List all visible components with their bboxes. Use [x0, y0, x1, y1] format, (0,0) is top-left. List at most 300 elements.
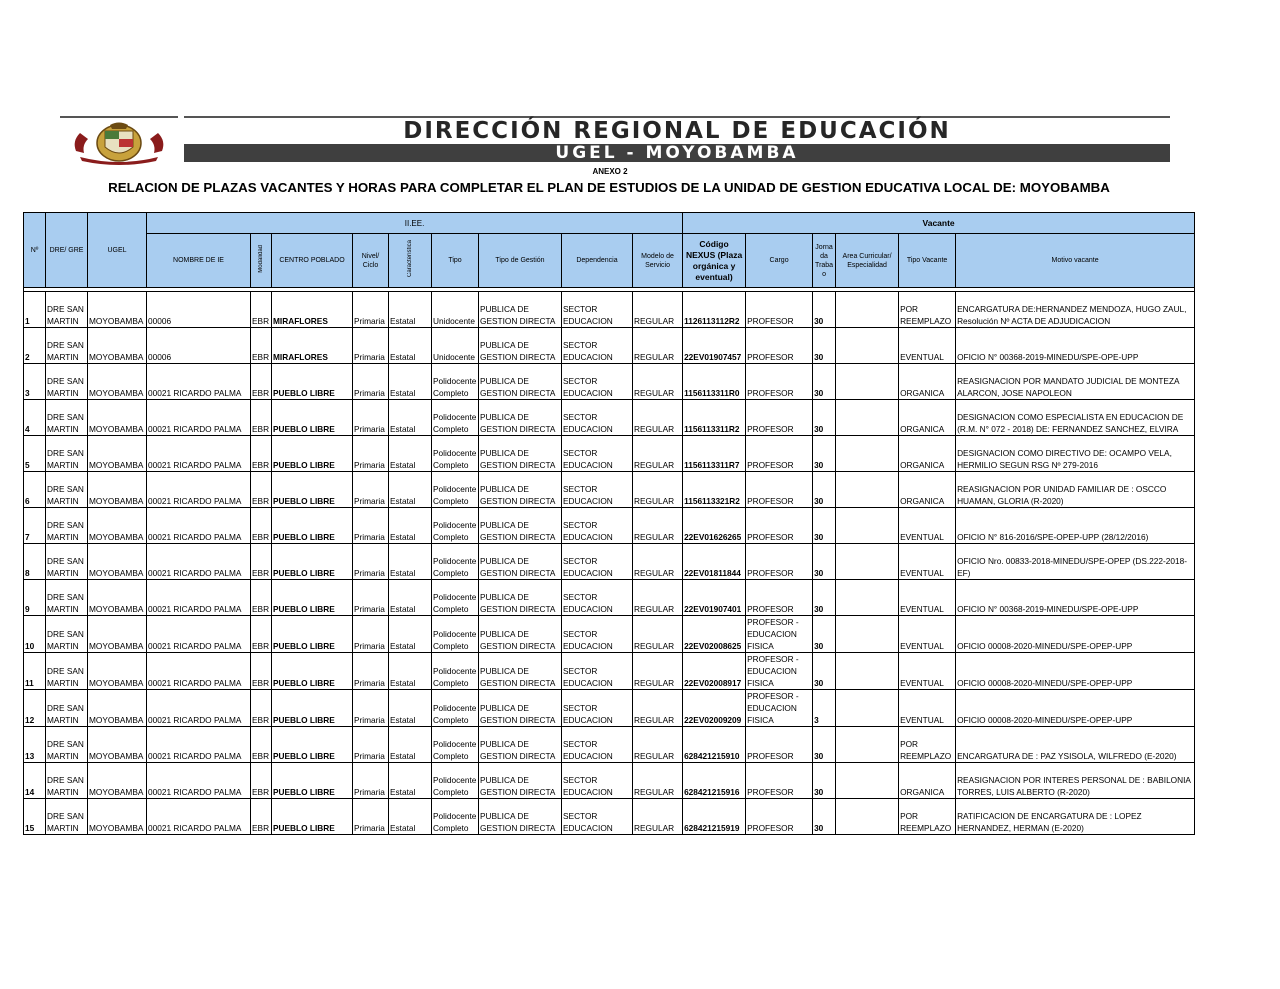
- letterhead: [60, 116, 1170, 166]
- cell-gestion: PUBLICA DE GESTION DIRECTA: [479, 292, 562, 328]
- cell-modelo: REGULAR: [633, 653, 683, 690]
- cell-jornada: 30: [813, 508, 836, 544]
- cell-dep: SECTOR EDUCACION: [562, 653, 633, 690]
- cell-codigo: 22EV01907401: [683, 580, 746, 616]
- coat-of-arms-logo: [60, 116, 178, 168]
- cell-modelo: REGULAR: [633, 690, 683, 727]
- cell-n: 7: [24, 508, 46, 544]
- cell-cargo: PROFESOR - EDUCACION FISICA: [746, 653, 813, 690]
- cell-area: [836, 727, 899, 763]
- col-motivo-vacante: Motivo vacante: [956, 234, 1195, 288]
- table-row: [24, 653, 1195, 690]
- cell-area: [836, 328, 899, 364]
- cell-cargo: PROFESOR: [746, 763, 813, 799]
- cell-cargo: PROFESOR: [746, 436, 813, 472]
- cell-nivel: Primaria: [353, 328, 389, 364]
- cell-dre: DRE SAN MARTIN: [46, 436, 88, 472]
- cell-n: 15: [24, 799, 46, 835]
- cell-dre: DRE SAN MARTIN: [46, 616, 88, 653]
- cell-mod: EBR: [251, 436, 272, 472]
- cell-modelo: REGULAR: [633, 400, 683, 436]
- cell-cp: PUEBLO LIBRE: [272, 544, 353, 580]
- cell-tipo-vacante: EVENTUAL: [899, 544, 956, 580]
- cell-tipo: Polidocente Completo: [432, 400, 479, 436]
- cell-mod: EBR: [251, 292, 272, 328]
- cell-n: 5: [24, 436, 46, 472]
- cell-car: Estatal: [389, 690, 432, 727]
- table-row: [24, 580, 1195, 616]
- cell-car: Estatal: [389, 653, 432, 690]
- table-row: [24, 763, 1195, 799]
- cell-n: 9: [24, 580, 46, 616]
- cell-n: 11: [24, 653, 46, 690]
- cell-gestion: PUBLICA DE GESTION DIRECTA: [479, 690, 562, 727]
- table-row: [24, 472, 1195, 508]
- cell-motivo: REASIGNACION POR INTERES PERSONAL DE : BABILONIA TORRES, LUIS ALBERTO (R-2020): [956, 763, 1195, 799]
- cell-mod: EBR: [251, 616, 272, 653]
- cell-motivo: OFICIO N° 00368-2019-MINEDU/SPE-OPE-UPP: [956, 580, 1195, 616]
- col-tipo-vacante: Tipo Vacante: [899, 234, 956, 288]
- cell-ugel: MOYOBAMBA: [88, 508, 147, 544]
- col-modelo-servicio: Modelo de Servicio: [633, 234, 683, 288]
- cell-car: Estatal: [389, 436, 432, 472]
- cell-tipo-vacante: ORGANICA: [899, 364, 956, 400]
- cell-dep: SECTOR EDUCACION: [562, 364, 633, 400]
- cell-dre: DRE SAN MARTIN: [46, 690, 88, 727]
- cell-jornada: 3: [813, 690, 836, 727]
- cell-car: Estatal: [389, 472, 432, 508]
- cell-nivel: Primaria: [353, 292, 389, 328]
- cell-codigo: 22EV01626265: [683, 508, 746, 544]
- cell-tipo: Polidocente Completo: [432, 436, 479, 472]
- cell-dep: SECTOR EDUCACION: [562, 508, 633, 544]
- cell-mod: EBR: [251, 328, 272, 364]
- cell-tipo: Polidocente Completo: [432, 690, 479, 727]
- cell-motivo: REASIGNACION POR UNIDAD FAMILIAR DE : OSCCO HUAMAN, GLORIA (R-2020): [956, 472, 1195, 508]
- ugel-band: UGEL - MOYOBAMBA: [184, 144, 1170, 162]
- col-modalidad-label: Modalidad: [257, 245, 264, 273]
- cell-jornada: 30: [813, 653, 836, 690]
- cell-ie: 00021 RICARDO PALMA: [147, 364, 251, 400]
- cell-mod: EBR: [251, 727, 272, 763]
- cell-nivel: Primaria: [353, 400, 389, 436]
- cell-nivel: Primaria: [353, 544, 389, 580]
- cell-n: 14: [24, 763, 46, 799]
- cell-tipo: Polidocente Completo: [432, 799, 479, 835]
- cell-modelo: REGULAR: [633, 364, 683, 400]
- cell-jornada: 30: [813, 472, 836, 508]
- col-jornada: Jorna da Traba o: [813, 234, 836, 288]
- table-row: [24, 328, 1195, 364]
- cell-n: 2: [24, 328, 46, 364]
- col-nombre-ie: NOMBRE DE IE: [147, 234, 251, 288]
- cell-tipo-vacante: POR REEMPLAZO: [899, 292, 956, 328]
- cell-codigo: 1156113311R7: [683, 436, 746, 472]
- cell-cargo: PROFESOR: [746, 364, 813, 400]
- table-row: [24, 544, 1195, 580]
- cell-nivel: Primaria: [353, 763, 389, 799]
- cell-motivo: OFICIO N° 00368-2019-MINEDU/SPE-OPE-UPP: [956, 328, 1195, 364]
- cell-cargo: PROFESOR: [746, 508, 813, 544]
- col-modalidad: [251, 234, 272, 288]
- cell-jornada: 30: [813, 580, 836, 616]
- cell-codigo: 1156113321R2: [683, 472, 746, 508]
- cell-tipo-vacante: ORGANICA: [899, 472, 956, 508]
- col-dre: DRE/ GRE: [46, 213, 88, 288]
- cell-nivel: Primaria: [353, 727, 389, 763]
- col-area-curricular: Area Curricular/ Especialidad: [836, 234, 899, 288]
- annex-label: ANEXO 2: [592, 167, 628, 176]
- cell-area: [836, 436, 899, 472]
- cell-cp: PUEBLO LIBRE: [272, 508, 353, 544]
- cell-codigo: 22EV01907457: [683, 328, 746, 364]
- cell-tipo: Polidocente Completo: [432, 472, 479, 508]
- cell-cp: PUEBLO LIBRE: [272, 436, 353, 472]
- cell-cp: PUEBLO LIBRE: [272, 653, 353, 690]
- cell-gestion: PUBLICA DE GESTION DIRECTA: [479, 544, 562, 580]
- cell-ie: 00021 RICARDO PALMA: [147, 544, 251, 580]
- cell-ie: 00021 RICARDO PALMA: [147, 400, 251, 436]
- cell-cp: PUEBLO LIBRE: [272, 690, 353, 727]
- cell-dep: SECTOR EDUCACION: [562, 436, 633, 472]
- cell-motivo: OFICIO 00008-2020-MINEDU/SPE-OPEP-UPP: [956, 653, 1195, 690]
- cell-nivel: Primaria: [353, 508, 389, 544]
- cell-ie: 00021 RICARDO PALMA: [147, 580, 251, 616]
- cell-ugel: MOYOBAMBA: [88, 763, 147, 799]
- cell-ugel: MOYOBAMBA: [88, 690, 147, 727]
- cell-motivo: OFICIO N° 816-2016/SPE-OPEP-UPP (28/12/2016): [956, 508, 1195, 544]
- group-vacante: Vacante: [683, 213, 1195, 234]
- cell-mod: EBR: [251, 763, 272, 799]
- cell-modelo: REGULAR: [633, 508, 683, 544]
- cell-car: Estatal: [389, 799, 432, 835]
- cell-dep: SECTOR EDUCACION: [562, 690, 633, 727]
- cell-motivo: ENCARGATURA DE : PAZ YSISOLA, WILFREDO (E-2020): [956, 727, 1195, 763]
- cell-motivo: REASIGNACION POR MANDATO JUDICIAL DE MONTEZA ALARCON, JOSE NAPOLEON: [956, 364, 1195, 400]
- col-centro-poblado: CENTRO POBLADO: [272, 234, 353, 288]
- col-caracteristica-label: Característica: [406, 240, 413, 278]
- cell-cargo: PROFESOR: [746, 328, 813, 364]
- cell-tipo: Polidocente Completo: [432, 580, 479, 616]
- cell-car: Estatal: [389, 616, 432, 653]
- cell-tipo-vacante: EVENTUAL: [899, 508, 956, 544]
- cell-tipo-vacante: EVENTUAL: [899, 328, 956, 364]
- cell-motivo: OFICIO 00008-2020-MINEDU/SPE-OPEP-UPP: [956, 616, 1195, 653]
- cell-modelo: REGULAR: [633, 292, 683, 328]
- cell-area: [836, 580, 899, 616]
- cell-gestion: PUBLICA DE GESTION DIRECTA: [479, 616, 562, 653]
- cell-jornada: 30: [813, 544, 836, 580]
- cell-ugel: MOYOBAMBA: [88, 292, 147, 328]
- cell-modelo: REGULAR: [633, 727, 683, 763]
- cell-tipo: Polidocente Completo: [432, 364, 479, 400]
- cell-codigo: 1156113311R0: [683, 364, 746, 400]
- cell-car: Estatal: [389, 328, 432, 364]
- cell-n: 6: [24, 472, 46, 508]
- cell-ugel: MOYOBAMBA: [88, 653, 147, 690]
- cell-nivel: Primaria: [353, 690, 389, 727]
- cell-tipo: Unidocente: [432, 292, 479, 328]
- cell-gestion: PUBLICA DE GESTION DIRECTA: [479, 763, 562, 799]
- cell-mod: EBR: [251, 799, 272, 835]
- vacancies-table: [23, 212, 1195, 835]
- cell-tipo-vacante: EVENTUAL: [899, 580, 956, 616]
- cell-cargo: PROFESOR: [746, 292, 813, 328]
- cell-mod: EBR: [251, 690, 272, 727]
- cell-ugel: MOYOBAMBA: [88, 544, 147, 580]
- cell-modelo: REGULAR: [633, 436, 683, 472]
- cell-car: Estatal: [389, 763, 432, 799]
- cell-dep: SECTOR EDUCACION: [562, 544, 633, 580]
- cell-jornada: 30: [813, 763, 836, 799]
- cell-ugel: MOYOBAMBA: [88, 616, 147, 653]
- cell-car: Estatal: [389, 400, 432, 436]
- cell-ugel: MOYOBAMBA: [88, 364, 147, 400]
- col-n: Nº: [24, 213, 46, 288]
- cell-ie: 00021 RICARDO PALMA: [147, 763, 251, 799]
- cell-mod: EBR: [251, 472, 272, 508]
- cell-mod: EBR: [251, 544, 272, 580]
- cell-nivel: Primaria: [353, 364, 389, 400]
- cell-tipo-vacante: ORGANICA: [899, 436, 956, 472]
- institution-title: DIRECCIÓN REGIONAL DE EDUCACIÓN: [403, 118, 951, 144]
- cell-mod: EBR: [251, 508, 272, 544]
- cell-gestion: PUBLICA DE GESTION DIRECTA: [479, 436, 562, 472]
- cell-motivo: ENCARGATURA DE:HERNANDEZ MENDOZA, HUGO ZAUL, Resolución Nº ACTA DE ADJUDICACION: [956, 292, 1195, 328]
- cell-cp: PUEBLO LIBRE: [272, 472, 353, 508]
- cell-gestion: PUBLICA DE GESTION DIRECTA: [479, 328, 562, 364]
- cell-area: [836, 616, 899, 653]
- cell-mod: EBR: [251, 400, 272, 436]
- col-caracteristica: [389, 234, 432, 288]
- table-row: [24, 508, 1195, 544]
- table-row: [24, 616, 1195, 653]
- cell-area: [836, 763, 899, 799]
- cell-jornada: 30: [813, 400, 836, 436]
- cell-ie: 00021 RICARDO PALMA: [147, 727, 251, 763]
- table-row: [24, 364, 1195, 400]
- table-row: [24, 292, 1195, 328]
- cell-cargo: PROFESOR: [746, 580, 813, 616]
- cell-area: [836, 400, 899, 436]
- cell-jornada: 30: [813, 799, 836, 835]
- cell-dre: DRE SAN MARTIN: [46, 292, 88, 328]
- cell-n: 10: [24, 616, 46, 653]
- col-codigo-nexus: Código NEXUS (Plaza orgánica y eventual): [683, 234, 746, 288]
- cell-n: 8: [24, 544, 46, 580]
- cell-nivel: Primaria: [353, 799, 389, 835]
- cell-dep: SECTOR EDUCACION: [562, 580, 633, 616]
- cell-cargo: PROFESOR - EDUCACION FISICA: [746, 690, 813, 727]
- cell-cargo: PROFESOR: [746, 544, 813, 580]
- cell-cp: PUEBLO LIBRE: [272, 799, 353, 835]
- cell-codigo: 22EV02008917: [683, 653, 746, 690]
- cell-ie: 00006: [147, 328, 251, 364]
- cell-dre: DRE SAN MARTIN: [46, 544, 88, 580]
- cell-dep: SECTOR EDUCACION: [562, 727, 633, 763]
- cell-jornada: 30: [813, 436, 836, 472]
- cell-area: [836, 690, 899, 727]
- cell-codigo: 22EV02009209: [683, 690, 746, 727]
- cell-modelo: REGULAR: [633, 616, 683, 653]
- cell-ugel: MOYOBAMBA: [88, 436, 147, 472]
- cell-tipo: Unidocente: [432, 328, 479, 364]
- cell-cargo: PROFESOR: [746, 799, 813, 835]
- col-dependencia: Dependencia: [562, 234, 633, 288]
- cell-dre: DRE SAN MARTIN: [46, 472, 88, 508]
- cell-dep: SECTOR EDUCACION: [562, 616, 633, 653]
- cell-gestion: PUBLICA DE GESTION DIRECTA: [479, 472, 562, 508]
- cell-car: Estatal: [389, 364, 432, 400]
- cell-dre: DRE SAN MARTIN: [46, 328, 88, 364]
- cell-tipo: Polidocente Completo: [432, 727, 479, 763]
- cell-dep: SECTOR EDUCACION: [562, 763, 633, 799]
- cell-cp: PUEBLO LIBRE: [272, 364, 353, 400]
- cell-ugel: MOYOBAMBA: [88, 580, 147, 616]
- cell-cargo: PROFESOR: [746, 472, 813, 508]
- cell-n: 3: [24, 364, 46, 400]
- cell-codigo: 22EV01811844: [683, 544, 746, 580]
- cell-dre: DRE SAN MARTIN: [46, 763, 88, 799]
- cell-tipo-vacante: ORGANICA: [899, 763, 956, 799]
- cell-car: Estatal: [389, 544, 432, 580]
- cell-codigo: 1156113311R2: [683, 400, 746, 436]
- col-cargo: Cargo: [746, 234, 813, 288]
- cell-modelo: REGULAR: [633, 328, 683, 364]
- cell-ugel: MOYOBAMBA: [88, 472, 147, 508]
- cell-area: [836, 364, 899, 400]
- cell-ie: 00021 RICARDO PALMA: [147, 472, 251, 508]
- cell-tipo-vacante: POR REEMPLAZO: [899, 727, 956, 763]
- cell-jornada: 30: [813, 616, 836, 653]
- cell-cargo: PROFESOR - EDUCACION FISICA: [746, 616, 813, 653]
- cell-nivel: Primaria: [353, 472, 389, 508]
- cell-ie: 00021 RICARDO PALMA: [147, 799, 251, 835]
- cell-motivo: OFICIO Nro. 00833-2018-MINEDU/SPE-OPEP (DS.222-2018-EF): [956, 544, 1195, 580]
- cell-nivel: Primaria: [353, 436, 389, 472]
- cell-ie: 00021 RICARDO PALMA: [147, 436, 251, 472]
- cell-dre: DRE SAN MARTIN: [46, 508, 88, 544]
- cell-nivel: Primaria: [353, 616, 389, 653]
- cell-car: Estatal: [389, 580, 432, 616]
- cell-gestion: PUBLICA DE GESTION DIRECTA: [479, 653, 562, 690]
- cell-ugel: MOYOBAMBA: [88, 400, 147, 436]
- cell-dre: DRE SAN MARTIN: [46, 799, 88, 835]
- cell-mod: EBR: [251, 580, 272, 616]
- cell-motivo: OFICIO 00008-2020-MINEDU/SPE-OPEP-UPP: [956, 690, 1195, 727]
- cell-modelo: REGULAR: [633, 763, 683, 799]
- table-row: [24, 727, 1195, 763]
- cell-tipo-vacante: EVENTUAL: [899, 653, 956, 690]
- cell-car: Estatal: [389, 727, 432, 763]
- cell-ie: 00021 RICARDO PALMA: [147, 616, 251, 653]
- cell-n: 13: [24, 727, 46, 763]
- cell-gestion: PUBLICA DE GESTION DIRECTA: [479, 799, 562, 835]
- cell-ugel: MOYOBAMBA: [88, 328, 147, 364]
- cell-gestion: PUBLICA DE GESTION DIRECTA: [479, 364, 562, 400]
- cell-tipo: Polidocente Completo: [432, 544, 479, 580]
- cell-modelo: REGULAR: [633, 580, 683, 616]
- cell-dre: DRE SAN MARTIN: [46, 400, 88, 436]
- cell-tipo: Polidocente Completo: [432, 508, 479, 544]
- group-ie: II.EE.: [147, 213, 683, 234]
- cell-ie: 00021 RICARDO PALMA: [147, 653, 251, 690]
- cell-jornada: 30: [813, 328, 836, 364]
- cell-cargo: PROFESOR: [746, 400, 813, 436]
- cell-ugel: MOYOBAMBA: [88, 727, 147, 763]
- cell-jornada: 30: [813, 727, 836, 763]
- cell-motivo: RATIFICACION DE ENCARGATURA DE : LOPEZ HERNANDEZ, HERMAN (E-2020): [956, 799, 1195, 835]
- cell-tipo-vacante: EVENTUAL: [899, 616, 956, 653]
- cell-tipo: Polidocente Completo: [432, 653, 479, 690]
- cell-motivo: DESIGNACION COMO DIRECTIVO DE: OCAMPO VELA, HERMILIO SEGUN RSG Nº 279-2016: [956, 436, 1195, 472]
- cell-modelo: REGULAR: [633, 544, 683, 580]
- cell-tipo: Polidocente Completo: [432, 616, 479, 653]
- cell-nivel: Primaria: [353, 580, 389, 616]
- cell-cargo: PROFESOR: [746, 727, 813, 763]
- cell-modelo: REGULAR: [633, 472, 683, 508]
- cell-ugel: MOYOBAMBA: [88, 799, 147, 835]
- cell-tipo: Polidocente Completo: [432, 763, 479, 799]
- cell-tipo-vacante: POR REEMPLAZO: [899, 799, 956, 835]
- cell-car: Estatal: [389, 292, 432, 328]
- cell-motivo: DESIGNACION COMO ESPECIALISTA EN EDUCACION DE (R.M. N° 072 - 2018) DE: FERNANDEZ SANCHEZ, ELVIRA: [956, 400, 1195, 436]
- table-body: [24, 292, 1195, 835]
- cell-area: [836, 653, 899, 690]
- cell-cp: PUEBLO LIBRE: [272, 400, 353, 436]
- cell-gestion: PUBLICA DE GESTION DIRECTA: [479, 580, 562, 616]
- cell-dep: SECTOR EDUCACION: [562, 400, 633, 436]
- table-row: [24, 690, 1195, 727]
- cell-area: [836, 799, 899, 835]
- cell-car: Estatal: [389, 508, 432, 544]
- cell-codigo: 628421215916: [683, 763, 746, 799]
- cell-gestion: PUBLICA DE GESTION DIRECTA: [479, 727, 562, 763]
- cell-area: [836, 508, 899, 544]
- col-ugel: UGEL: [88, 213, 147, 288]
- cell-gestion: PUBLICA DE GESTION DIRECTA: [479, 400, 562, 436]
- cell-cp: PUEBLO LIBRE: [272, 763, 353, 799]
- cell-area: [836, 472, 899, 508]
- table-row: [24, 436, 1195, 472]
- cell-modelo: REGULAR: [633, 799, 683, 835]
- cell-n: 4: [24, 400, 46, 436]
- cell-cp: MIRAFLORES: [272, 292, 353, 328]
- cell-nivel: Primaria: [353, 653, 389, 690]
- cell-tipo-vacante: EVENTUAL: [899, 690, 956, 727]
- cell-dre: DRE SAN MARTIN: [46, 653, 88, 690]
- cell-ie: 00021 RICARDO PALMA: [147, 690, 251, 727]
- col-nivel-ciclo: Nivel/ Ciclo: [353, 234, 389, 288]
- cell-dep: SECTOR EDUCACION: [562, 799, 633, 835]
- cell-jornada: 30: [813, 292, 836, 328]
- cell-n: 1: [24, 292, 46, 328]
- cell-area: [836, 292, 899, 328]
- cell-dep: SECTOR EDUCACION: [562, 328, 633, 364]
- cell-codigo: 1126113112R2: [683, 292, 746, 328]
- cell-ie: 00006: [147, 292, 251, 328]
- cell-dep: SECTOR EDUCACION: [562, 292, 633, 328]
- cell-mod: EBR: [251, 653, 272, 690]
- cell-tipo-vacante: ORGANICA: [899, 400, 956, 436]
- cell-cp: MIRAFLORES: [272, 328, 353, 364]
- cell-jornada: 30: [813, 364, 836, 400]
- cell-dep: SECTOR EDUCACION: [562, 472, 633, 508]
- cell-cp: PUEBLO LIBRE: [272, 580, 353, 616]
- cell-n: 12: [24, 690, 46, 727]
- cell-ie: 00021 RICARDO PALMA: [147, 508, 251, 544]
- table-row: [24, 400, 1195, 436]
